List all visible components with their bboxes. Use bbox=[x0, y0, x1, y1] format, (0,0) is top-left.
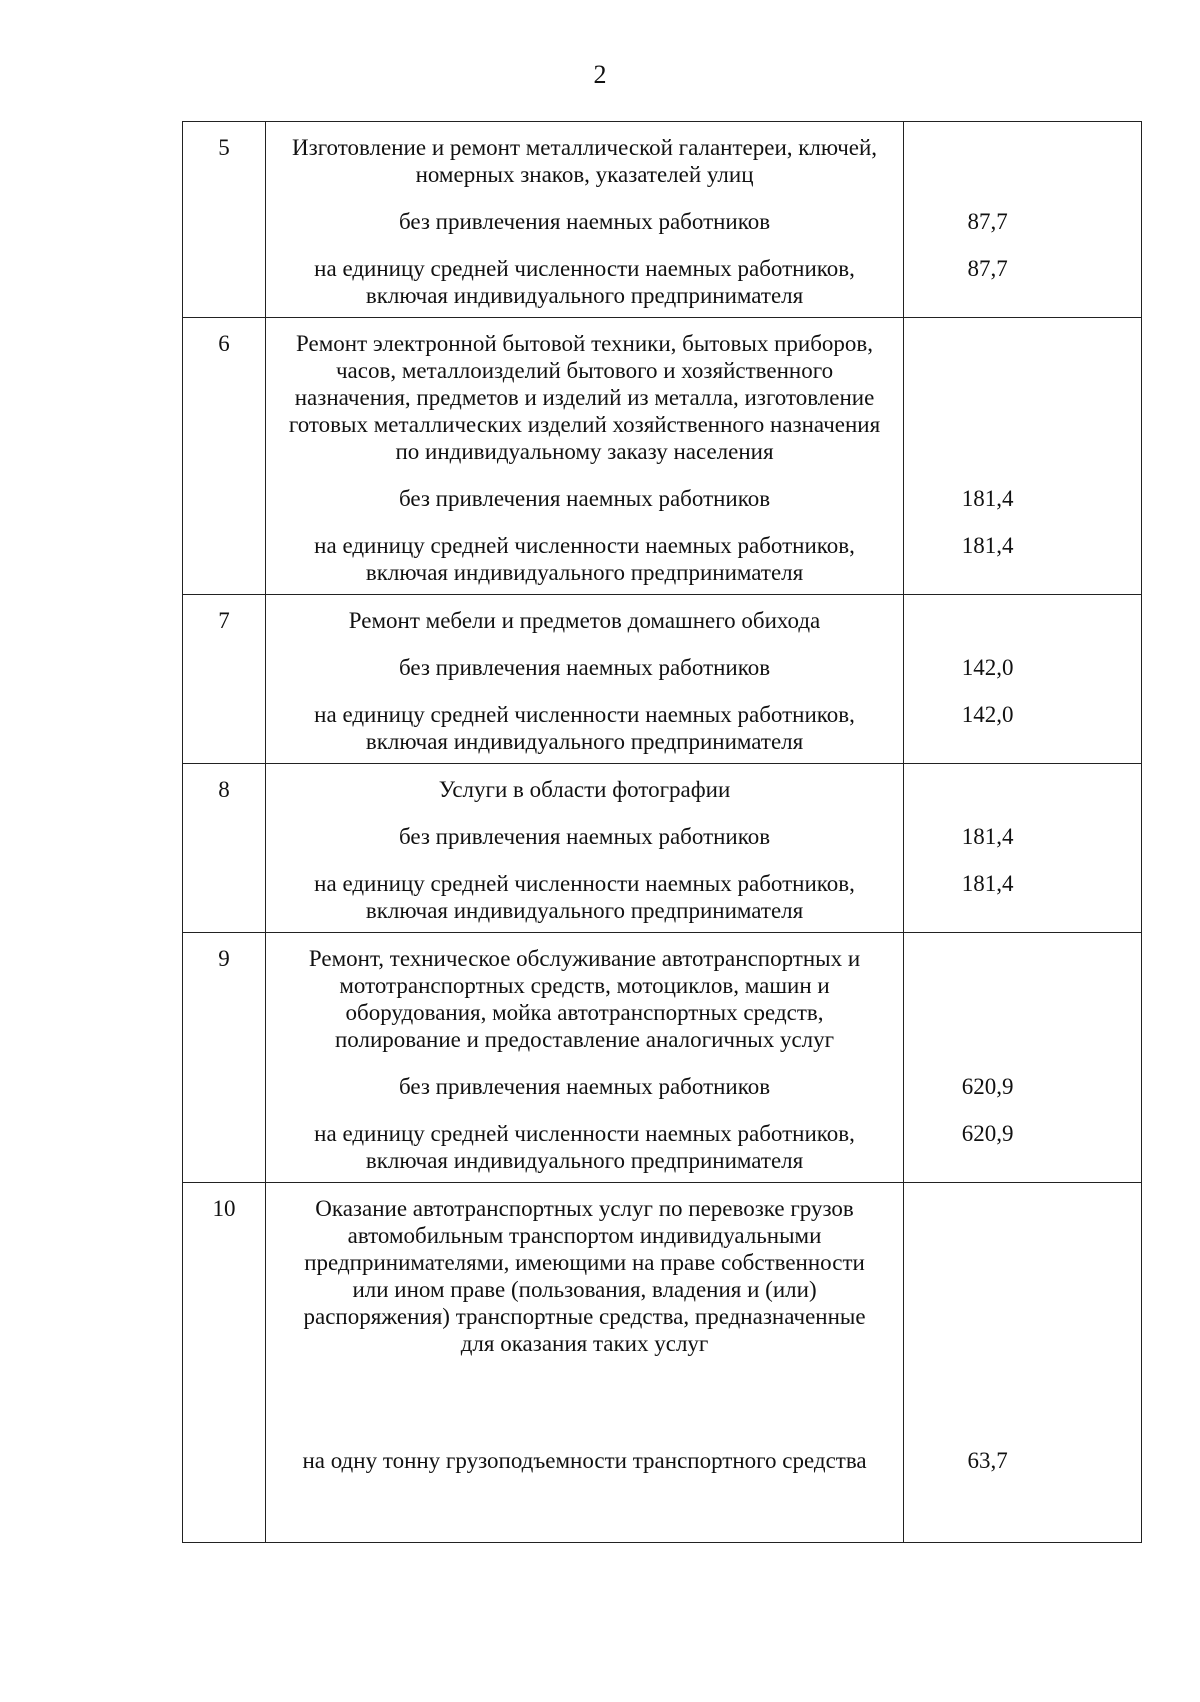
activity-cell bbox=[265, 595, 903, 764]
subcategory-label-line: без привлечения наемных работников bbox=[398, 655, 771, 680]
subcategory-label bbox=[266, 1447, 903, 1474]
subcategory-label-line: без привлечения наемных работников bbox=[398, 824, 771, 849]
subcategory-value bbox=[904, 485, 1141, 512]
subcategory-value bbox=[904, 701, 1141, 755]
activity-title-line: Ремонт электронной бытовой техники, бытовых приборов, bbox=[296, 331, 874, 356]
subcategory-label-line: без привлечения наемных работников bbox=[398, 1074, 771, 1099]
activity-title bbox=[266, 595, 903, 634]
activity-title-line: часов, металлоизделий бытового и хозяйственного bbox=[335, 358, 834, 383]
value-number: 181,4 bbox=[961, 533, 1014, 558]
activity-title-line: Ремонт, техническое обслуживание автотранспортных и bbox=[308, 946, 861, 971]
table-row bbox=[183, 933, 1142, 1183]
activity-title-line: по индивидуальному заказу населения bbox=[395, 439, 774, 464]
tariff-table bbox=[182, 121, 1142, 1543]
activity-title-line: для оказания таких услуг bbox=[460, 1331, 709, 1356]
activity-title-line: Ремонт мебели и предметов домашнего обихода bbox=[348, 608, 821, 633]
subcategory-value bbox=[904, 870, 1141, 924]
activity-cell bbox=[265, 764, 903, 933]
subcategory-label-line: включая индивидуального предпринимателя bbox=[365, 283, 804, 308]
subcategory-label-line: на единицу средней численности наемных работников, bbox=[314, 871, 855, 896]
row-number-cell bbox=[183, 122, 266, 318]
subcategory-label bbox=[266, 701, 903, 755]
row-number: 5 bbox=[218, 135, 230, 160]
subcategory-value bbox=[904, 532, 1141, 586]
value-number: 63,7 bbox=[967, 1448, 1008, 1473]
activity-cell bbox=[265, 122, 903, 318]
subcategory-value bbox=[904, 1120, 1141, 1174]
subcategory-label bbox=[266, 532, 903, 586]
subcategory-label-line: без привлечения наемных работников bbox=[398, 209, 771, 234]
value-cell bbox=[904, 764, 1142, 933]
table-row bbox=[183, 595, 1142, 764]
subcategory-value bbox=[904, 823, 1141, 850]
table-row bbox=[183, 1183, 1142, 1543]
subcategory-value bbox=[904, 1447, 1141, 1474]
activity-title-line: назначения, предметов и изделий из металла, изготовление bbox=[294, 385, 875, 410]
subcategory-label bbox=[266, 1073, 903, 1100]
activity-title-line: распоряжения) транспортные средства, предназначенные bbox=[303, 1304, 866, 1329]
activity-title-line: номерных знаков, указателей улиц bbox=[415, 162, 754, 187]
value-cell bbox=[904, 933, 1142, 1183]
activity-title bbox=[266, 1183, 903, 1357]
page-number: 2 bbox=[593, 60, 607, 89]
activity-title-line: Услуги в области фотографии bbox=[438, 777, 731, 802]
subcategory-label-line: без привлечения наемных работников bbox=[398, 486, 771, 511]
activity-cell bbox=[265, 318, 903, 595]
subcategory-value bbox=[904, 208, 1141, 235]
table-row bbox=[183, 318, 1142, 595]
table-row bbox=[183, 764, 1142, 933]
subcategory-label bbox=[266, 1120, 903, 1174]
activity-title bbox=[266, 764, 903, 803]
row-number-cell bbox=[183, 1183, 266, 1543]
row-number: 7 bbox=[218, 608, 230, 633]
subcategory-value bbox=[904, 255, 1141, 309]
value-cell bbox=[904, 318, 1142, 595]
value-number: 181,4 bbox=[961, 824, 1014, 849]
subcategory-value bbox=[904, 654, 1141, 681]
subcategory-label bbox=[266, 654, 903, 681]
activity-title-line: оборудования, мойка автотранспортных средств, bbox=[345, 1000, 824, 1025]
table-row bbox=[183, 122, 1142, 318]
activity-title bbox=[266, 122, 903, 188]
activity-title-line: готовых металлических изделий хозяйственного назначения bbox=[288, 412, 881, 437]
subcategory-label bbox=[266, 870, 903, 924]
activity-title-line: предпринимателями, имеющими на праве собственности bbox=[304, 1250, 865, 1275]
value-number: 181,4 bbox=[961, 486, 1014, 511]
subcategory-label-line: на единицу средней численности наемных работников, bbox=[314, 1121, 855, 1146]
row-number-cell bbox=[183, 318, 266, 595]
activity-cell bbox=[265, 1183, 903, 1543]
activity-cell bbox=[265, 933, 903, 1183]
activity-title-line: Изготовление и ремонт металлической галантереи, ключей, bbox=[292, 135, 878, 160]
subcategory-label bbox=[266, 255, 903, 309]
subcategory-label-line: на одну тонну грузоподъемности транспортного средства bbox=[302, 1448, 867, 1473]
value-number: 620,9 bbox=[961, 1121, 1014, 1146]
activity-title-line: полирование и предоставление аналогичных услуг bbox=[334, 1027, 835, 1052]
activity-title-line: автомобильным транспортом индивидуальными bbox=[347, 1223, 822, 1248]
row-number: 8 bbox=[218, 777, 230, 802]
activity-title bbox=[266, 318, 903, 465]
row-number: 9 bbox=[218, 946, 230, 971]
subcategory-label-line: на единицу средней численности наемных работников, bbox=[314, 702, 855, 727]
activity-title-line: Оказание автотранспортных услуг по перевозке грузов bbox=[315, 1196, 854, 1221]
row-number-cell bbox=[183, 933, 266, 1183]
value-number: 620,9 bbox=[961, 1074, 1014, 1099]
subcategory-value bbox=[904, 1073, 1141, 1100]
activity-title bbox=[266, 933, 903, 1053]
subcategory-label-line: включая индивидуального предпринимателя bbox=[365, 560, 804, 585]
value-number: 87,7 bbox=[967, 256, 1008, 281]
row-number-cell bbox=[183, 764, 266, 933]
subcategory-label-line: на единицу средней численности наемных работников, bbox=[314, 533, 855, 558]
value-cell bbox=[904, 595, 1142, 764]
row-number: 10 bbox=[212, 1196, 236, 1221]
subcategory-label bbox=[266, 823, 903, 850]
subcategory-label-line: включая индивидуального предпринимателя bbox=[365, 898, 804, 923]
subcategory-label-line: включая индивидуального предпринимателя bbox=[365, 1148, 804, 1173]
value-number: 142,0 bbox=[961, 655, 1014, 680]
row-number-cell bbox=[183, 595, 266, 764]
subcategory-label bbox=[266, 485, 903, 512]
subcategory-label bbox=[266, 208, 903, 235]
value-number: 142,0 bbox=[961, 702, 1014, 727]
activity-title-line: или ином праве (пользования, владения и (или) bbox=[352, 1277, 817, 1302]
value-cell bbox=[904, 122, 1142, 318]
value-number: 87,7 bbox=[967, 209, 1008, 234]
subcategory-label-line: на единицу средней численности наемных работников, bbox=[314, 256, 855, 281]
value-cell bbox=[904, 1183, 1142, 1543]
row-number: 6 bbox=[218, 331, 230, 356]
subcategory-label-line: включая индивидуального предпринимателя bbox=[365, 729, 804, 754]
activity-title-line: мототранспортных средств, мотоциклов, машин и bbox=[339, 973, 830, 998]
value-number: 181,4 bbox=[961, 871, 1014, 896]
